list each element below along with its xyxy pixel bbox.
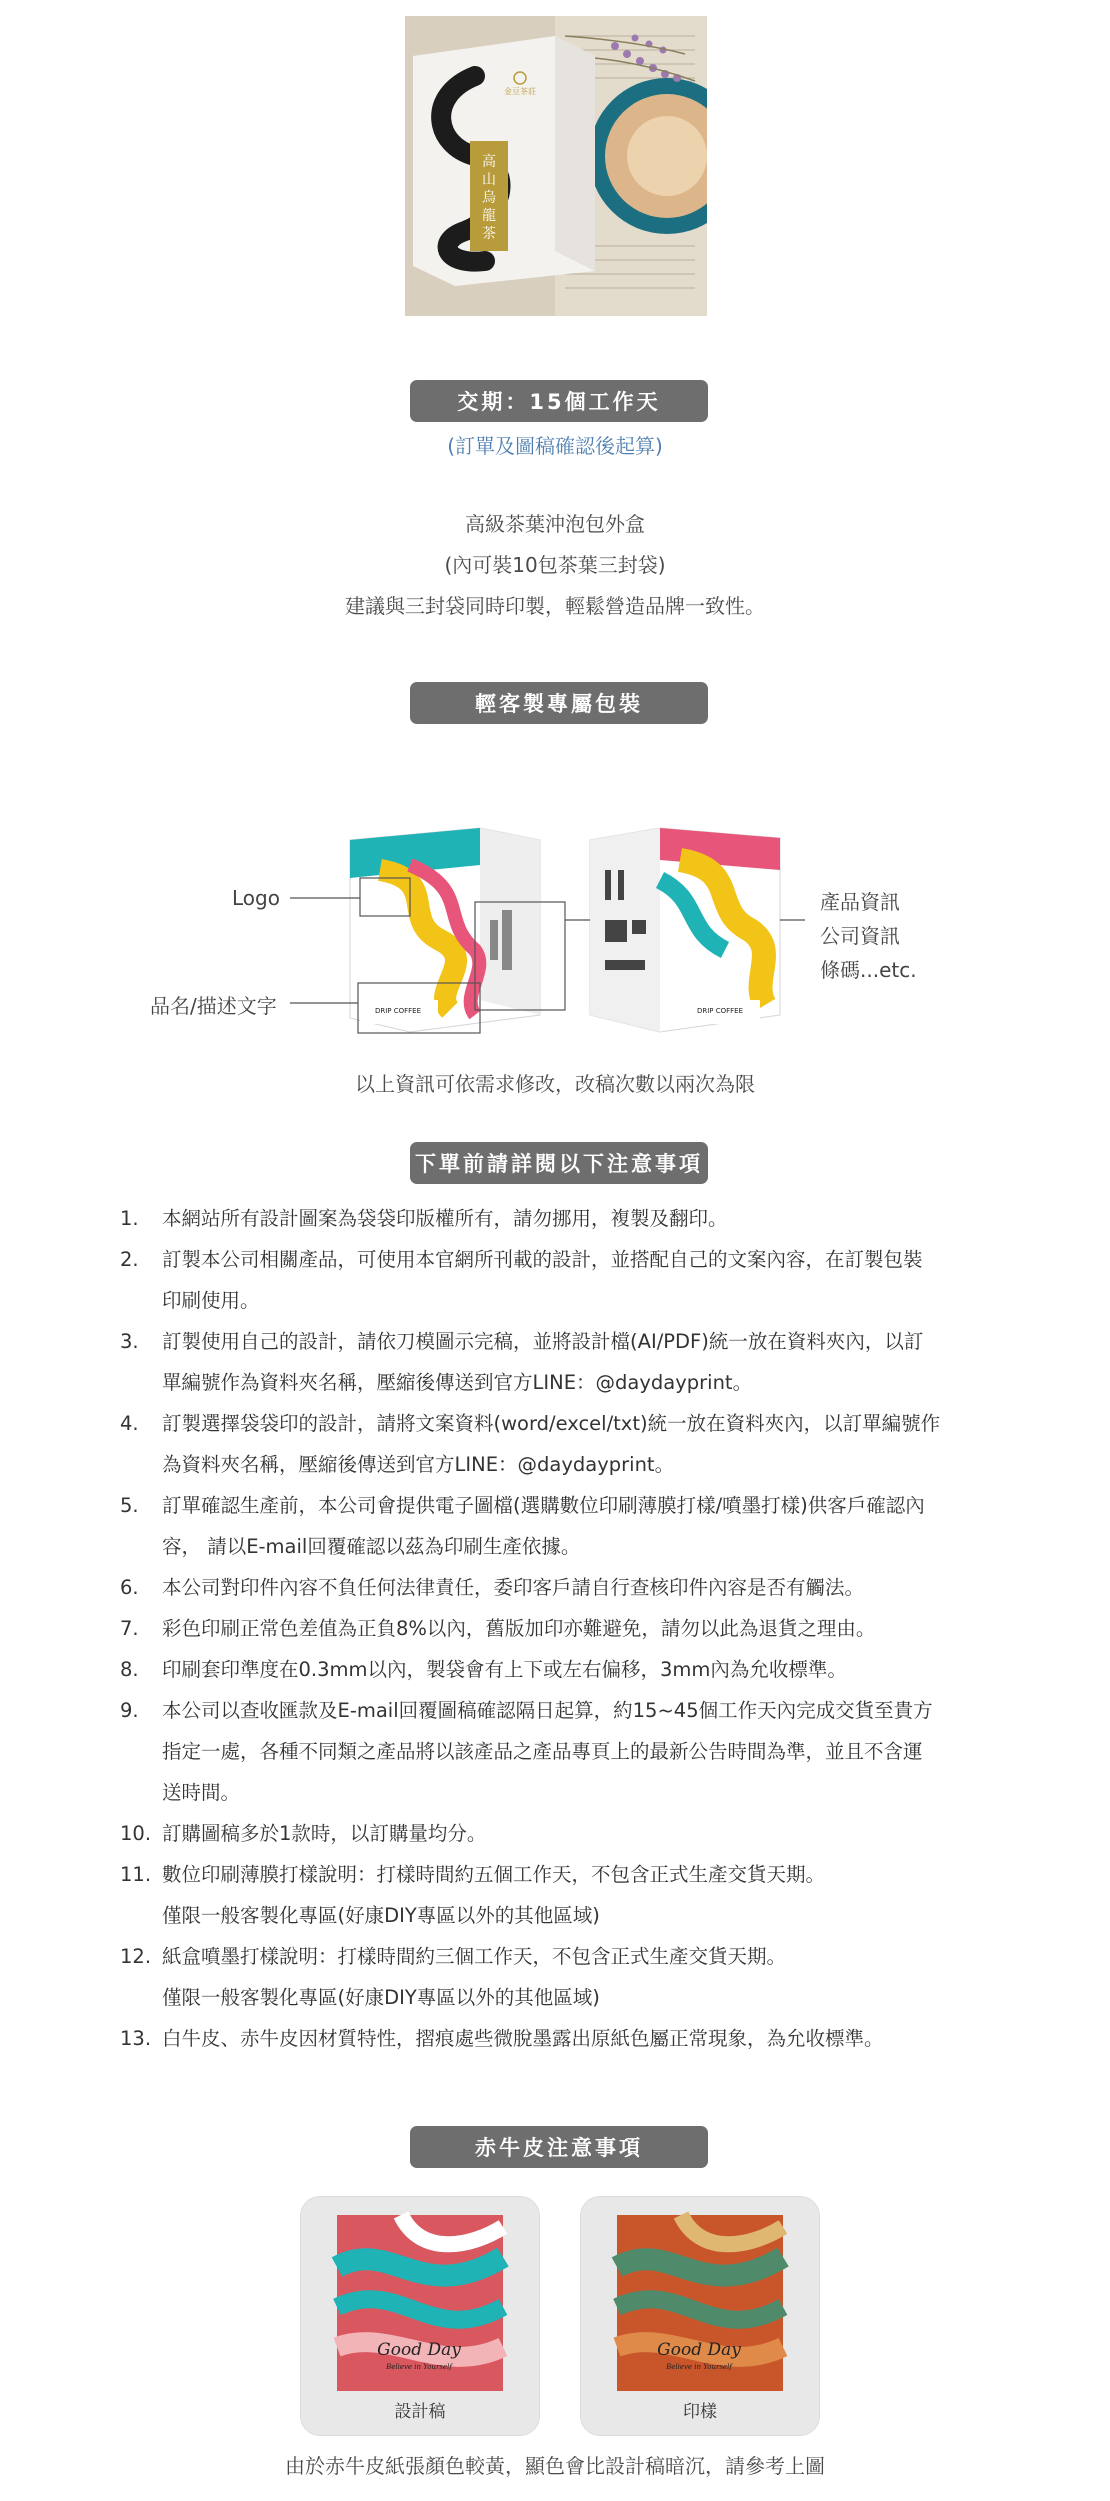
notice-item-line: 容， 請以E-mail回覆確認以茲為印刷生產依據。 <box>162 1535 581 1558</box>
notice-item-number: 7. <box>120 1617 139 1640</box>
svg-text:龍: 龍 <box>482 208 496 224</box>
product-line-3: 建議與三封袋同時印製，輕鬆營造品牌一致性。 <box>345 594 765 618</box>
notice-item <box>120 1936 1020 2018</box>
kraft-card-print <box>580 2196 820 2436</box>
notice-item-line: 紙盒噴墨打樣說明：打樣時間約三個工作天，不包含正式生產交貨天期。 <box>162 1945 787 1968</box>
notice-item-line: 僅限一般客製化專區(好康DIY專區以外的其他區域) <box>162 1986 600 2009</box>
notice-item <box>120 1690 1020 1813</box>
kraft-badge: 赤牛皮注意事項 <box>410 2126 708 2168</box>
notice-item-number: 1. <box>120 1207 139 1230</box>
notice-item <box>120 1198 1020 1239</box>
kraft-card-design <box>300 2196 540 2436</box>
notice-item-number: 13. <box>120 2027 152 2050</box>
notice-item-line: 單編號作為資料夾名稱，壓縮後傳送到官方LINE：@daydayprint。 <box>162 1371 753 1394</box>
notice-item-line: 指定一處，各種不同類之產品將以該產品之產品專頁上的最新公告時間為準，並且不含運 <box>162 1740 923 1763</box>
notice-item <box>120 1649 1020 1690</box>
svg-text:Good Day: Good Day <box>657 2340 741 2360</box>
callout-logo: Logo <box>232 886 280 910</box>
svg-text:Good Day: Good Day <box>377 2340 461 2360</box>
svg-text:DRIP COFFEE: DRIP COFFEE <box>696 1007 744 1015</box>
svg-text:DRIP COFFEE: DRIP COFFEE <box>374 1007 422 1015</box>
notice-item-number: 6. <box>120 1576 139 1599</box>
notice-badge: 下單前請詳閱以下注意事項 <box>410 1142 708 1184</box>
notice-item-number: 5. <box>120 1494 139 1517</box>
notice-item-number: 9. <box>120 1699 139 1722</box>
notice-item-line: 本公司對印件內容不負任何法律責任，委印客戶請自行查核印件內容是否有觸法。 <box>162 1576 865 1599</box>
delivery-badge: 交期：15個工作天 <box>410 380 708 422</box>
svg-text:Believe in Yourself: Believe in Yourself <box>666 2363 732 2371</box>
notice-item-line: 訂購圖稿多於1款時，以訂購量均分。 <box>162 1822 487 1845</box>
notice-item <box>120 1485 1020 1567</box>
svg-text:Believe in Yourself: Believe in Yourself <box>386 2363 452 2371</box>
svg-text:茶: 茶 <box>482 226 496 242</box>
notice-item <box>120 1813 1020 1854</box>
notice-item <box>120 1239 1020 1321</box>
svg-text:高: 高 <box>482 154 496 170</box>
product-line-2: (內可裝10包茶葉三封袋) <box>444 553 666 577</box>
svg-text:金豆茶莊: 金豆茶莊 <box>504 87 536 96</box>
tea-box-illustration <box>405 16 707 316</box>
notice-item-line: 彩色印刷正常色差值為正負8%以內，舊版加印亦難避免，請勿以此為退貨之理由。 <box>162 1617 876 1640</box>
notice-item-line: 為資料夾名稱，壓縮後傳送到官方LINE：@daydayprint。 <box>162 1453 675 1476</box>
hero-product-photo <box>405 16 707 316</box>
product-line-1: 高級茶葉沖泡包外盒 <box>465 512 645 536</box>
svg-text:烏: 烏 <box>482 190 496 206</box>
notice-item-line: 數位印刷薄膜打樣說明：打樣時間約五個工作天，不包含正式生產交貨天期。 <box>162 1863 826 1886</box>
notice-item-line: 白牛皮、赤牛皮因材質特性，摺痕處些微脫墨露出原紙色屬正常現象，為允收標準。 <box>162 2027 884 2050</box>
notice-item <box>120 2018 1020 2059</box>
notice-item-line: 訂製本公司相關產品，可使用本官網所刊載的設計，並搭配自己的文案內容，在訂製包裝 <box>162 1248 923 1271</box>
notice-item-number: 4. <box>120 1412 139 1435</box>
kraft-card-print-label: 印樣 <box>683 2402 717 2422</box>
notice-item-number: 10. <box>120 1822 152 1845</box>
notice-item-number: 3. <box>120 1330 139 1353</box>
kraft-card-design-label: 設計稿 <box>394 2402 446 2422</box>
callout-info-3: 條碼...etc. <box>820 958 917 982</box>
notice-item-number: 2. <box>120 1248 139 1271</box>
callout-info-2: 公司資訊 <box>820 924 900 948</box>
notice-item-line: 訂製使用自己的設計，請依刀模圖示完稿，並將設計檔(AI/PDF)統一放在資料夾內，以訂 <box>162 1330 924 1353</box>
notice-item-line: 送時間。 <box>162 1781 241 1804</box>
notice-item-number: 12. <box>120 1945 152 1968</box>
custom-caption: 以上資訊可依需求修改，改稿次數以兩次為限 <box>355 1072 755 1096</box>
notice-item-line: 僅限一般客製化專區(好康DIY專區以外的其他區域) <box>162 1904 600 1927</box>
notice-list <box>120 1198 1020 2059</box>
notice-item-number: 11. <box>120 1863 152 1886</box>
notice-item <box>120 1321 1020 1403</box>
callout-name: 品名/描述文字 <box>150 994 277 1018</box>
notice-item-number: 8. <box>120 1658 139 1681</box>
kraft-caption: 由於赤牛皮紙張顏色較黃，顯色會比設計稿暗沉，請參考上圖 <box>285 2454 825 2478</box>
callout-info-1: 產品資訊 <box>820 890 900 914</box>
notice-item-line: 本網站所有設計圖案為袋袋印版權所有，請勿挪用，複製及翻印。 <box>162 1207 728 1230</box>
notice-item-line: 本公司以查收匯款及E-mail回覆圖稿確認隔日起算，約15~45個工作天內完成交貨至貴方 <box>162 1699 933 1722</box>
custom-badge: 輕客製專屬包裝 <box>410 682 708 724</box>
notice-item-line: 訂製選擇袋袋印的設計，請將文案資料(word/excel/txt)統一放在資料夾內，以訂單編號作 <box>162 1412 941 1435</box>
notice-item-line: 印刷使用。 <box>162 1289 260 1312</box>
delivery-note: (訂單及圖稿確認後起算) <box>447 434 663 458</box>
notice-item-line: 訂單確認生產前，本公司會提供電子圖檔(選購數位印刷薄膜打樣/噴墨打樣)供客戶確認內 <box>162 1494 925 1517</box>
notice-item <box>120 1854 1020 1936</box>
notice-item <box>120 1567 1020 1608</box>
notice-item-line: 印刷套印準度在0.3mm以內，製袋會有上下或左右偏移，3mm內為允收標準。 <box>162 1658 847 1681</box>
notice-item <box>120 1608 1020 1649</box>
notice-item <box>120 1403 1020 1485</box>
svg-text:山: 山 <box>482 172 496 188</box>
